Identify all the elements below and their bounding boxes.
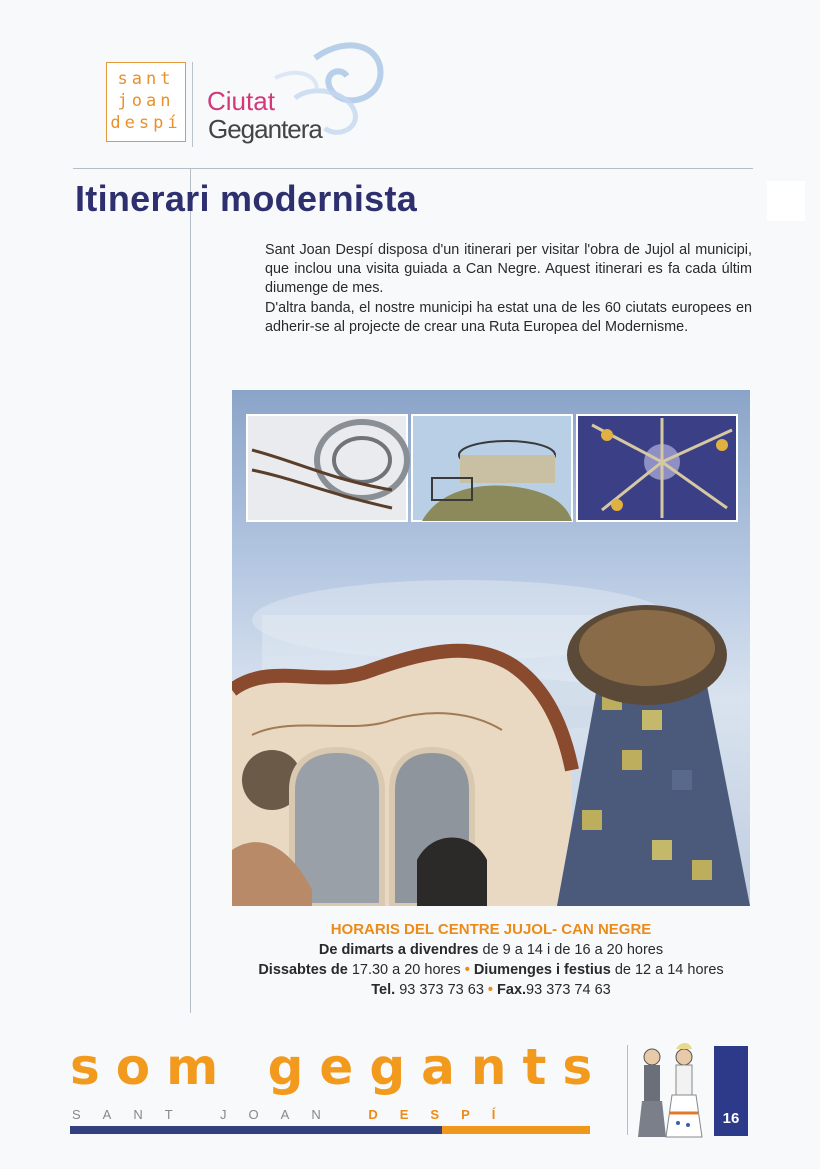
bullet-icon: • — [487, 982, 493, 998]
hours-weekdays — [232, 940, 750, 960]
fax-value: 93 373 74 63 — [526, 982, 611, 998]
facade-illustration — [232, 651, 572, 906]
thumb-ceiling — [577, 415, 737, 521]
footer-town — [72, 1107, 517, 1122]
footer-slogan: som gegants — [70, 1038, 609, 1096]
weekdays-label: De dimarts a divendres — [318, 942, 479, 958]
footer-town-suffix: DESPÍ — [368, 1107, 518, 1122]
brand-gegantera: Gegantera — [208, 114, 322, 144]
footer-divider — [627, 1045, 628, 1135]
header-rule — [73, 168, 753, 169]
saturday-value: 17.30 a 20 hores — [351, 962, 461, 978]
saturday-label: Dissabtes de — [258, 962, 348, 978]
footer-town-prefix: SANT JOAN — [72, 1107, 343, 1122]
intro-paragraph-1: Sant Joan Despí disposa d'un itinerari per visitar l'obra de Jujol al municipi, que inclou una visita guiada a Can Negre. Aquest itinerari es fa cada últim diumenge de mes. — [265, 242, 752, 297]
intro-paragraph-2: D'altra banda, el nostre municipi ha estat una de les 60 ciutats europees en adherir-se al projecte de crear una Ruta Europea del Modernisme. — [265, 299, 752, 335]
tel-value: 93 373 73 63 — [399, 982, 484, 998]
tel-label: Tel. — [371, 982, 396, 998]
logo-line-sant: sant — [117, 69, 175, 89]
footer-bar-blue — [70, 1126, 442, 1134]
giants-figures-icon — [632, 1043, 712, 1139]
weekdays-value: de 9 a 14 i de 16 a 20 hores — [482, 942, 664, 958]
intro-text — [265, 241, 752, 337]
opening-hours — [232, 920, 750, 1000]
town-logo — [106, 62, 186, 142]
logo-line-despi: despí — [110, 113, 182, 133]
mosaic-tower — [557, 605, 750, 906]
sunday-label: Diumenges i festius — [473, 962, 611, 978]
hours-contact — [232, 980, 750, 1000]
sunday-value: de 12 a 14 hores — [614, 962, 724, 978]
corner-mark — [767, 181, 805, 221]
logo-divider — [192, 62, 193, 147]
footer-bar-orange — [442, 1126, 590, 1134]
thumb-rooftop — [412, 415, 572, 521]
fax-label: Fax. — [497, 982, 527, 998]
hours-title: HORARIS DEL CENTRE JUJOL- CAN NEGRE — [330, 921, 652, 938]
thumb-staircase — [247, 415, 407, 521]
page-number: 16 — [722, 1110, 740, 1127]
photo-collage — [232, 390, 750, 906]
page-title: Itinerari modernista — [75, 178, 418, 219]
column-rule — [190, 168, 191, 1013]
logo-line-joan: joan — [117, 91, 175, 111]
brand-ciutat: Ciutat — [207, 86, 275, 116]
bullet-icon: • — [464, 962, 470, 978]
hours-weekend — [232, 960, 750, 980]
